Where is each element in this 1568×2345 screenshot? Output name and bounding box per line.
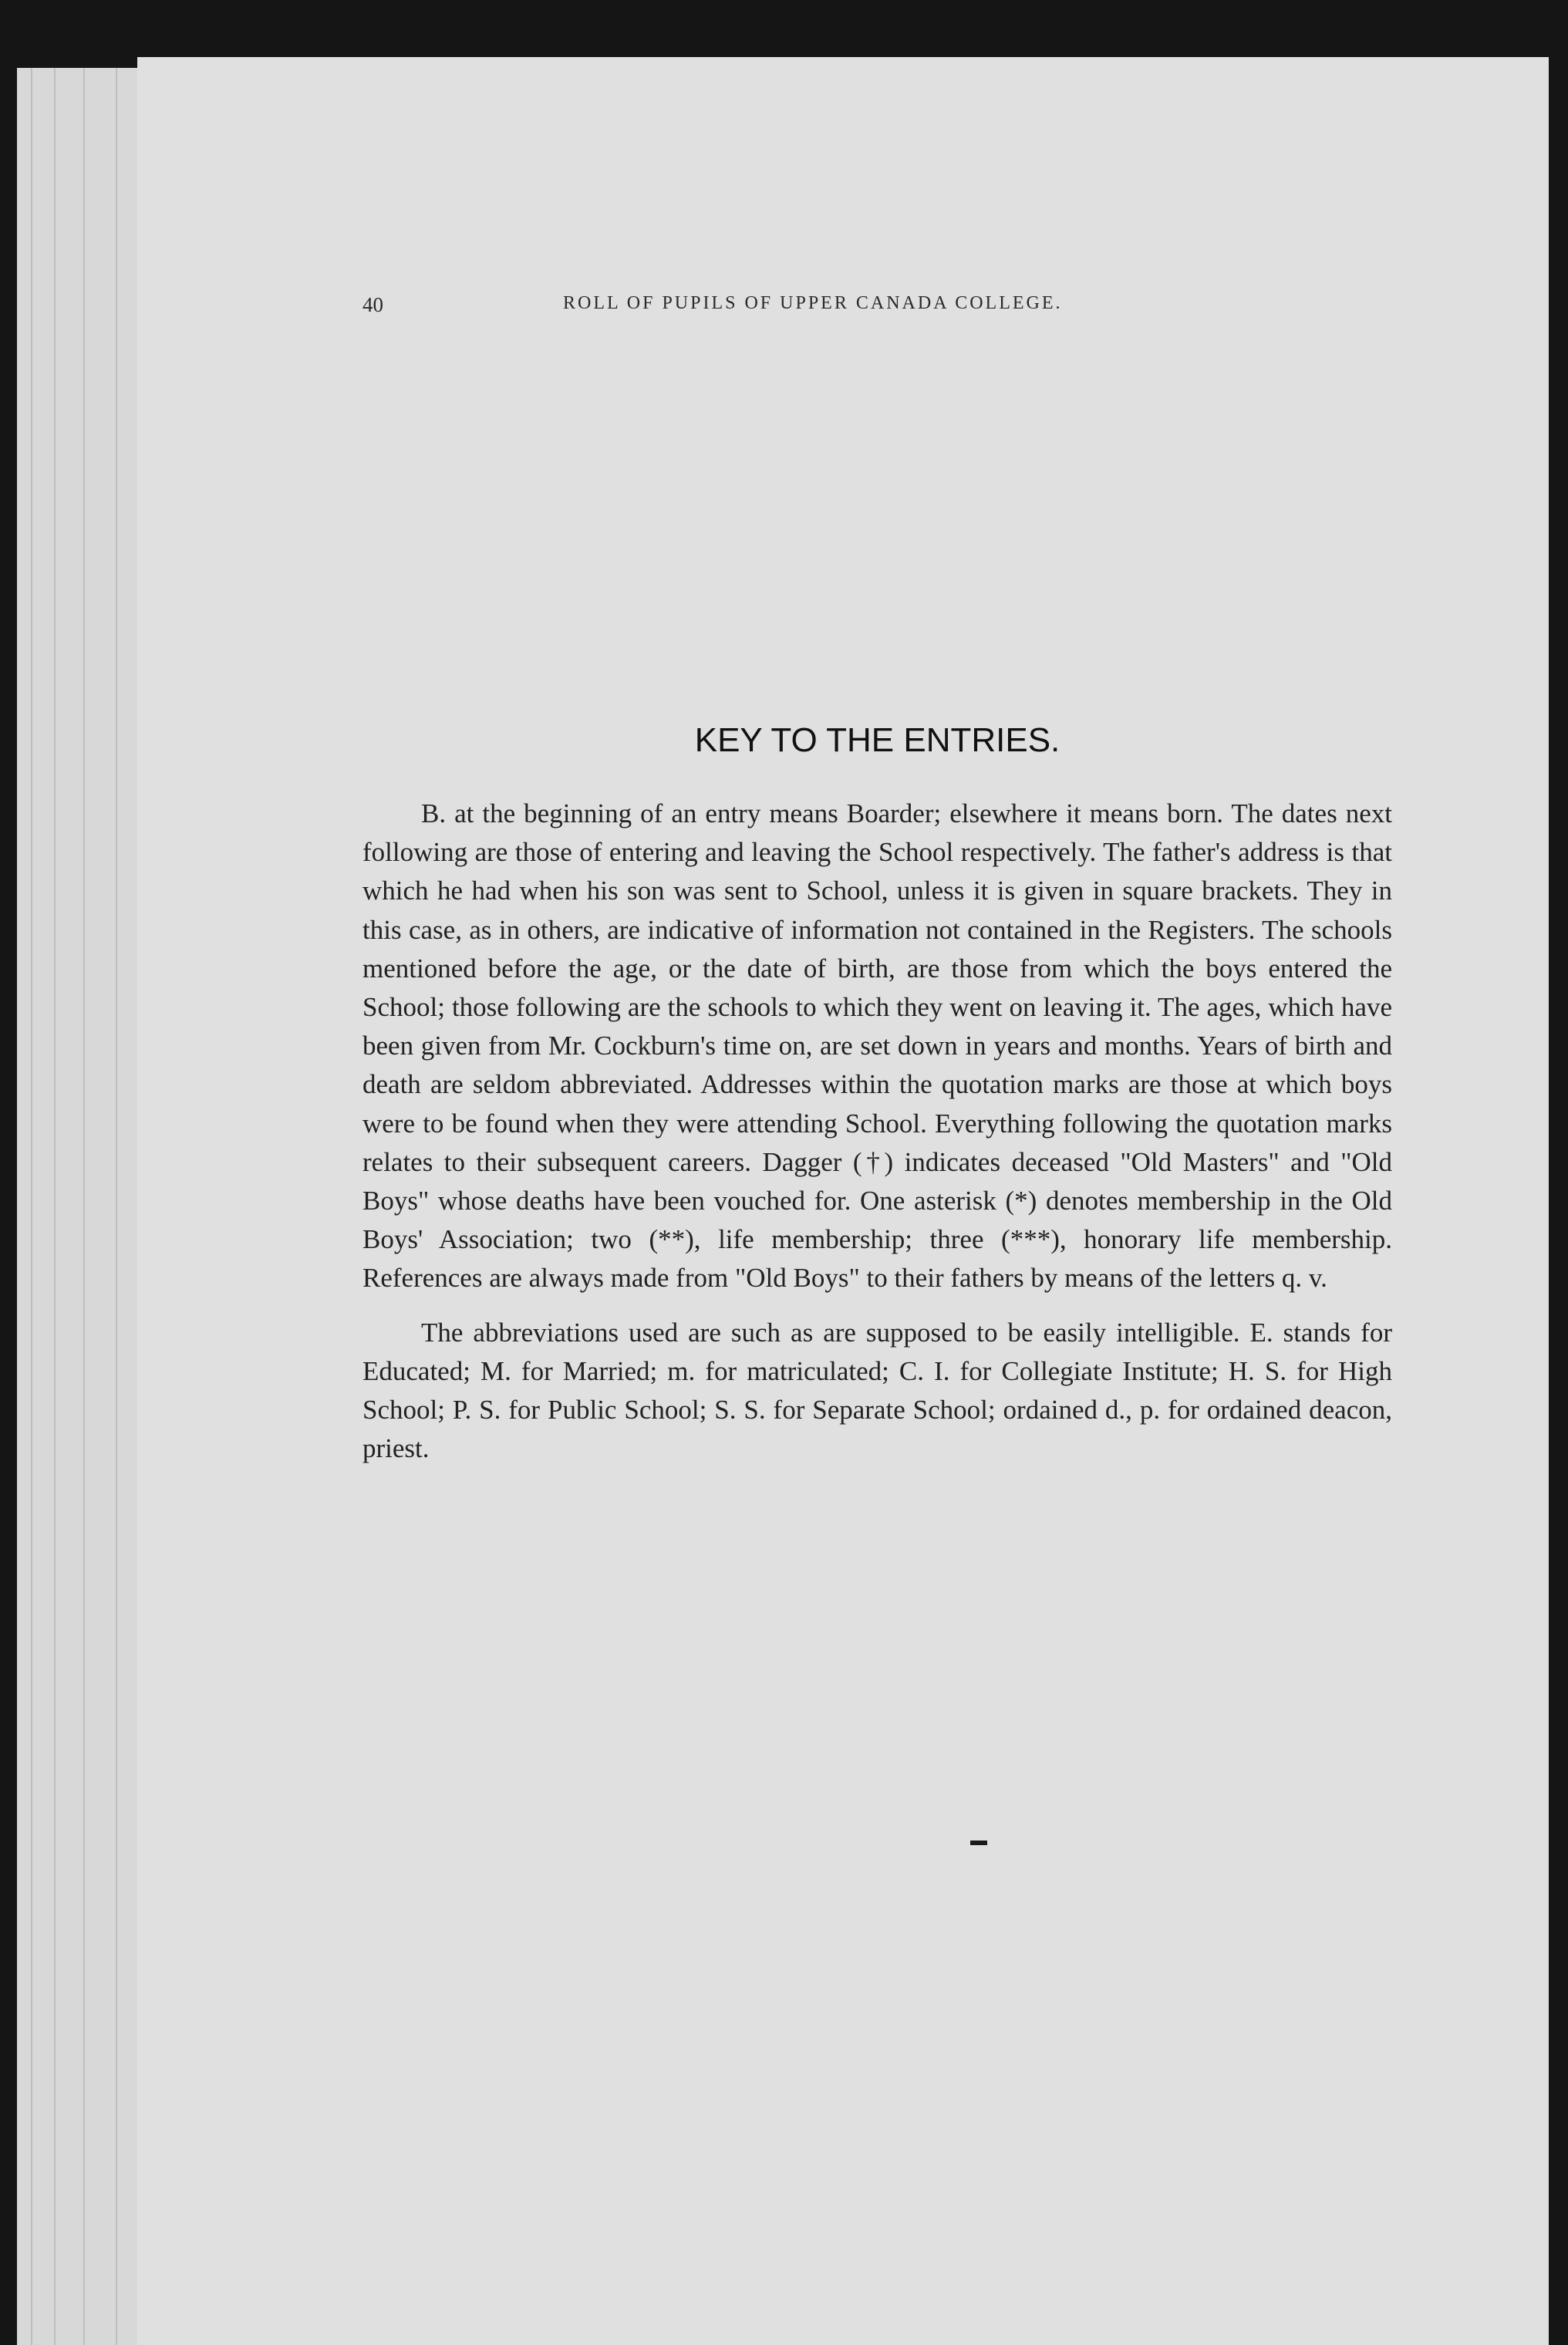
running-title: ROLL OF PUPILS OF UPPER CANADA COLLEGE. — [563, 293, 1063, 313]
page-number: 40 — [362, 293, 383, 316]
body-text — [362, 795, 1392, 1468]
page-edge-line — [31, 68, 32, 2345]
ink-mark — [970, 1841, 987, 1845]
page-edge-line — [116, 68, 117, 2345]
section-title: KEY TO THE ENTRIES. — [694, 721, 1061, 759]
running-head — [362, 293, 1234, 321]
paragraph-abbreviations: The abbreviations used are such as are supposed to be easily intelligible. E. stands for Educated; M. for Married; m. for matriculated; C. I. for Collegiate Institute; H. S. for High School; P. S. for Public School; S. S. for Separate School; ordained d., p. for ordained deacon, priest. — [362, 1317, 1392, 1464]
paragraph-key-explanation: B. at the beginning of an entry means Boarder; elsewhere it means born. The dates next following are those of entering and leaving the School respectively. The father's address is that which he had when his son was sent to School, unless it is given in square brackets. They in this case, as in others, are indicative of information not contained in the Registers. The schools mentioned before the age, or the date of birth, are those from which the boys entered the School; those following are the schools to which they went on leaving it. The ages, which have been given from Mr. Cockburn's time on, are set down in years and months. Years of birth and death are seldom abbreviated. Addresses within the quotation marks are those at which boys were to be found when they were attending School. Everything following the quotation marks relates to their subsequent careers. Dagger (†) indicates deceased "Old Masters" and "Old Boys" whose deaths have been vouched for. One asterisk (*) denotes membership in the Old Boys' Association; two (**), life membership; three (***), honorary life membership. References are always made from "Old Boys" to their fathers by means of the letters q. v. — [362, 798, 1392, 1294]
page-edge-line — [54, 68, 56, 2345]
page-edge-line — [83, 68, 85, 2345]
